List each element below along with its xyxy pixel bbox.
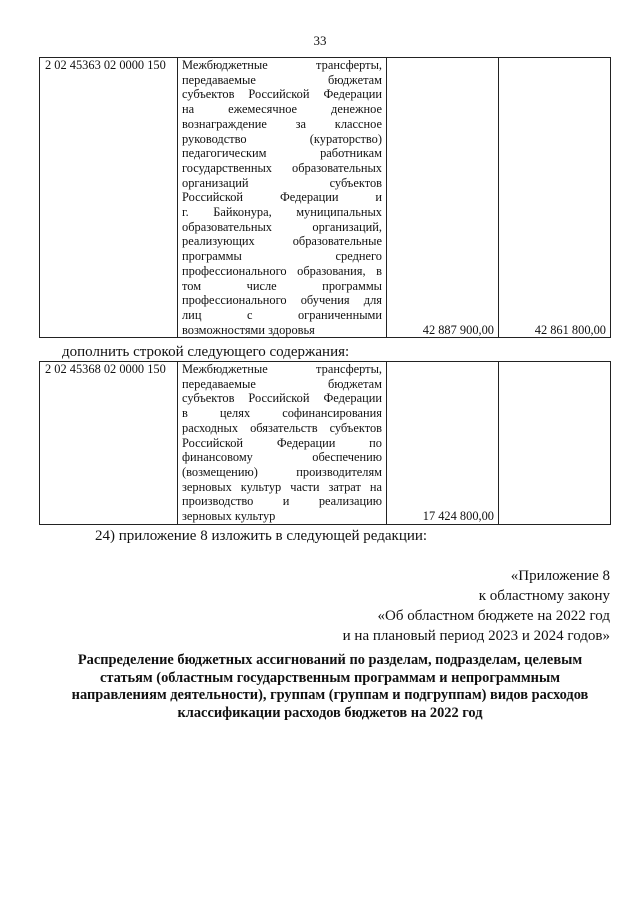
name-line: возможностями здоровья: [182, 322, 315, 337]
name-line: расходных обязательств субъектов: [182, 420, 382, 435]
table-row: [40, 362, 611, 525]
name-line: государственных образовательных: [182, 160, 382, 175]
budget-table-new-row: [39, 361, 611, 525]
budget-table-existing-row: [39, 57, 611, 338]
title-line: статьям (областным государственным программам и непрограммным: [99, 669, 560, 686]
name-line: зерновых культур части затрат на: [182, 479, 382, 494]
appendix-instruction: 24) приложение 8 изложить в следующей редакции:: [95, 528, 428, 544]
appendix-header-line: и на плановый период 2023 и 2024 годов»: [342, 628, 610, 644]
amount-2022: 17 424 800,00: [387, 362, 499, 525]
budget-code: 2 02 45368 02 0000 150: [40, 362, 178, 525]
appendix-header-line: «Об областном бюджете на 2022 год: [377, 608, 610, 624]
name-line: реализующих образовательные: [182, 234, 382, 249]
page-number: 33: [313, 33, 327, 48]
table-row: [40, 58, 611, 338]
name-line: профессионального образования, в: [182, 263, 382, 278]
name-line: образовательных организаций,: [182, 219, 382, 234]
name-line: Российской Федерации и: [182, 190, 382, 205]
name-line: передаваемые бюджетам: [182, 376, 382, 391]
name-line: производство и реализацию: [182, 494, 382, 509]
title-line: классификации расходов бюджетов на 2022 год: [177, 704, 483, 721]
name-line: субъектов Российской Федерации: [182, 391, 382, 406]
name-line: вознаграждение за классное: [182, 116, 382, 131]
name-line: зерновых культур: [182, 509, 276, 524]
name-line: Российской Федерации по: [182, 435, 382, 450]
name-line: передаваемые бюджетам: [182, 72, 382, 87]
amount-2022: 42 887 900,00: [387, 58, 499, 338]
name-line: субъектов Российской Федерации: [182, 87, 382, 102]
appendix-header: [343, 566, 610, 646]
name-line: лиц с ограниченными: [182, 307, 382, 322]
name-line: Межбюджетные трансферты,: [182, 362, 382, 376]
name-line: руководство (кураторство): [182, 131, 382, 146]
name-line: программы среднего: [182, 249, 382, 264]
add-row-instruction: дополнить строкой следующего содержания:: [62, 344, 350, 360]
name-line: в целях софинансирования: [182, 406, 382, 421]
name-line: организаций субъектов: [182, 175, 382, 190]
amount-2023: [499, 362, 611, 525]
name-line: г. Байконура, муниципальных: [182, 205, 382, 220]
appendix-header-line: «Приложение 8: [510, 568, 610, 584]
budget-item-name: [178, 58, 387, 338]
budget-code: 2 02 45363 02 0000 150: [40, 58, 178, 338]
document-title: [50, 652, 610, 722]
name-line: том числе программы: [182, 278, 382, 293]
name-line: Межбюджетные трансферты,: [182, 58, 382, 72]
name-line: профессионального обучения для: [182, 293, 382, 308]
appendix-header-line: к областному закону: [478, 588, 610, 604]
name-line: (возмещению) производителям: [182, 464, 382, 479]
name-line: финансовому обеспечению: [182, 450, 382, 465]
name-line: педагогическим работникам: [182, 146, 382, 161]
amount-2023: 42 861 800,00: [499, 58, 611, 338]
title-line: Распределение бюджетных ассигнований по разделам, подразделам, целевым: [77, 652, 583, 668]
title-line: направлениям деятельности), группам (группам и подгруппам) видов расходов: [71, 687, 589, 703]
budget-item-name: [178, 362, 387, 525]
name-line: на ежемесячное денежное: [182, 102, 382, 117]
